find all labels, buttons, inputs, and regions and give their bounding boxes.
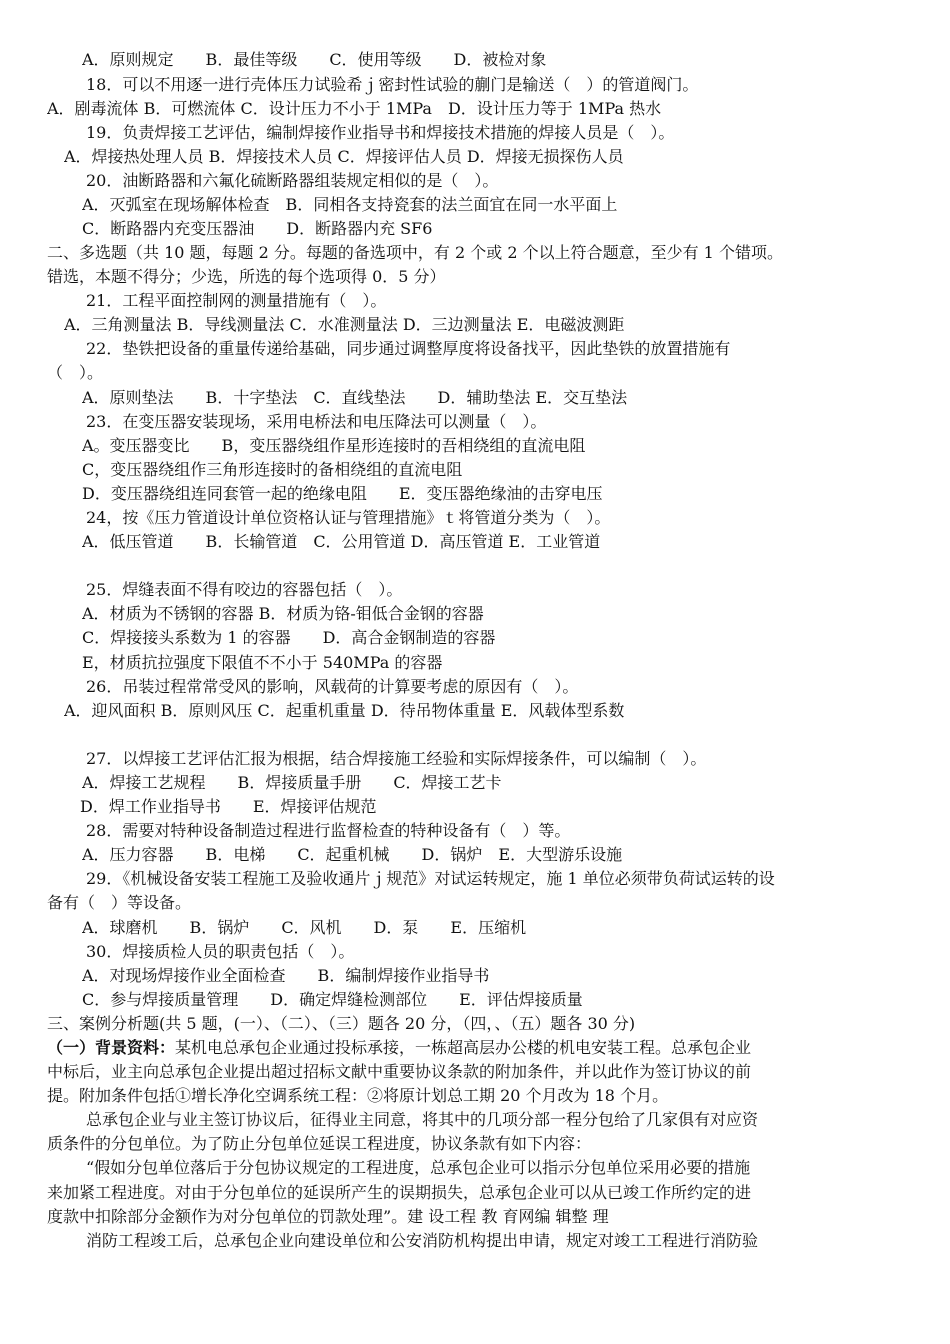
line-options-17: A．原则规定 B．最佳等级 C．使用等级 D．被检对象 xyxy=(82,50,547,69)
line-question-22-cont: （ ）。 xyxy=(47,363,104,382)
section-title-case-analysis: 三、案例分析题(共 5 题，(一）、（二）、（三）题各 20 分，（四，、（五）题各 30 分) xyxy=(47,1014,636,1033)
line-question-26: 26．吊装过程常常受风的影响，风载荷的计算要考虑的原因有（ ）。 xyxy=(86,677,579,696)
line-options-20a: A．灭弧室在现场解体检查 B．同相各支持瓷套的法兰面宜在同一水平面上 xyxy=(82,195,618,214)
line-options-29: A．球磨机 B．锅炉 C．风机 D．泵 E．压缩机 xyxy=(82,918,527,937)
line-options-19: A．焊接热处理人员 B．焊接技术人员 C．焊接评估人员 D．焊接无损探伤人员 xyxy=(64,147,624,166)
line-question-24: 24，按《压力管道设计单位资格认证与管理措施》ｔ将管道分类为（ ）。 xyxy=(86,508,611,527)
section-title-multiple-choice-cont: 错选，本题不得分；少选，所选的每个选项得 0．5 分） xyxy=(47,267,446,286)
line-question-29: 29．《机械设备安装工程施工及验收通片ｊ规范》对试运转规定，施 1 单位必须带负荷试运转的设 xyxy=(86,869,775,888)
line-options-23c: D．变压器绕组连同套管一起的绝缘电阻 E．变压器绝缘油的击穿电压 xyxy=(82,484,603,503)
line-options-26: A．迎风面积 B．原则风压 C．起重机重量 D．待吊物体重量 E．风载体型系数 xyxy=(64,701,625,720)
line-options-24: A．低压管道 B．长输管道 C．公用管道 D．高压管道 E．工业管道 xyxy=(82,532,601,551)
case-1-text: 某机电总承包企业通过投标承接，一栋超高层办公楼的机电安装工程。总承包企业 xyxy=(175,1038,752,1057)
line-options-20b: C．断路器内充变压器油 D．断路器内充 SF6 xyxy=(82,219,433,238)
case-1-paragraph-1-line-3: 提。附加条件包括①增长净化空调系统工程：②将原计划总工期 20 个月改为 18 个月。 xyxy=(47,1086,669,1105)
line-question-21: 21．工程平面控制网的测量措施有（ ）。 xyxy=(86,291,387,310)
line-options-25a: A．材质为不锈钢的容器 B．材质为铬-钼低合金钢的容器 xyxy=(82,604,484,623)
line-options-25c: E，材质抗拉强度下限值不不小于 540MPa 的容器 xyxy=(82,653,443,672)
section-title-multiple-choice: 二、多选题（共 10 题，每题 2 分。每题的备选项中，有 2 个或 2 个以上符合题意，至少有 1 个错项。 xyxy=(47,243,783,262)
line-options-27a: A．焊接工艺规程 B．焊接质量手册 C．焊接工艺卡 xyxy=(82,773,502,792)
line-question-29-cont: 备有（ ）等设备。 xyxy=(47,893,192,912)
case-1-paragraph-2-line-2: 质条件的分包单位。为了防止分包单位延误工程进度，协议条款有如下内容： xyxy=(47,1134,592,1153)
line-options-22: A．原则垫法 B．十字垫法 C．直线垫法 D．辅助垫法 E．交互垫法 xyxy=(82,388,628,407)
line-question-30: 30．焊接质检人员的职责包括（ ）。 xyxy=(86,942,355,961)
line-options-28: A．压力容器 B．电梯 C．起重机械 D．锅炉 E．大型游乐设施 xyxy=(82,845,623,864)
case-1-heading: （一）背景资料： xyxy=(47,1038,176,1057)
line-options-30b: C．参与焊接质量管理 D．确定焊缝检测部位 E．评估焊接质量 xyxy=(82,990,583,1009)
line-options-18: A．剧毒流体 B．可燃流体 C．设计压力不小于 1MPa D．设计压力等于 1MPa 热水 xyxy=(47,99,662,118)
line-question-28: 28．需要对特种设备制造过程进行监督检查的特种设备有（ ）等。 xyxy=(86,821,571,840)
line-question-25: 25．焊缝表面不得有咬边的容器包括（ ）。 xyxy=(86,580,403,599)
line-question-27: 27．以焊接工艺评估汇报为根据，结合焊接施工经验和实际焊接条件，可以编制（ ）。 xyxy=(86,749,707,768)
line-options-30a: A．对现场焊接作业全面检查 B．编制焊接作业指导书 xyxy=(82,966,490,985)
case-1-paragraph-4: 消防工程竣工后，总承包企业向建设单位和公安消防机构提出申请，规定对竣工工程进行消防验 xyxy=(86,1231,759,1250)
line-options-21: A．三角测量法 B．导线测量法 C．水准测量法 D．三边测量法 E．电磁波测距 xyxy=(64,315,625,334)
line-question-18: 18．可以不用逐一进行壳体压力试验希ｊ密封性试验的蒯门是输送（ ）的管道阀门。 xyxy=(86,75,699,94)
line-question-23: 23．在变压器安装现场，采用电桥法和电压降法可以测量（ ）。 xyxy=(86,412,547,431)
line-options-25b: C．焊接接头系数为 1 的容器 D．高合金钢制造的容器 xyxy=(82,628,496,647)
line-question-20: 20．油断路器和六氟化硫断路器组装规定相似的是（ ）。 xyxy=(86,171,499,190)
case-1-quote-line-3: 度款中扣除部分金额作为对分包单位的罚款处理”。建 设工程 教 育网编 辑整 理 xyxy=(47,1207,609,1226)
case-1-paragraph-1-line-2: 中标后，业主向总承包企业提出超过招标文献中重要协议条款的附加条件，并以此作为签订协议的前 xyxy=(47,1062,752,1081)
case-1-quote: “假如分包单位落后于分包协议规定的工程进度，总承包企业可以指示分包单位采用必要的措施 xyxy=(86,1158,751,1177)
case-1-quote-line-2: 来加紧工程进度。对由于分包单位的延误所产生的误期损失，总承包企业可以从已竣工作所约定的进 xyxy=(47,1183,752,1202)
line-options-23b: C，变压器绕组作三角形连接时的备相绕组的直流电阻 xyxy=(82,460,463,479)
case-1-paragraph-1 xyxy=(47,1037,950,1059)
line-question-19: 19．负责焊接工艺评估，编制焊接作业指导书和焊接技术措施的焊接人员是（ ）。 xyxy=(86,123,675,142)
line-options-23a: A。变压器变比 B，变压器绕组作星形连接时的吾相绕组的直流电阻 xyxy=(82,436,586,455)
line-question-22: 22．垫铁把设备的重量传递给基础，同步通过调整厚度将设备找平，因此垫铁的放置措施有 xyxy=(86,339,731,358)
case-1-paragraph-2: 总承包企业与业主签订协议后，征得业主同意，将其中的几项分部一程分包给了几家俱有对应资 xyxy=(86,1110,759,1129)
line-options-27b: D．焊工作业指导书 E．焊接评估规范 xyxy=(80,797,377,816)
